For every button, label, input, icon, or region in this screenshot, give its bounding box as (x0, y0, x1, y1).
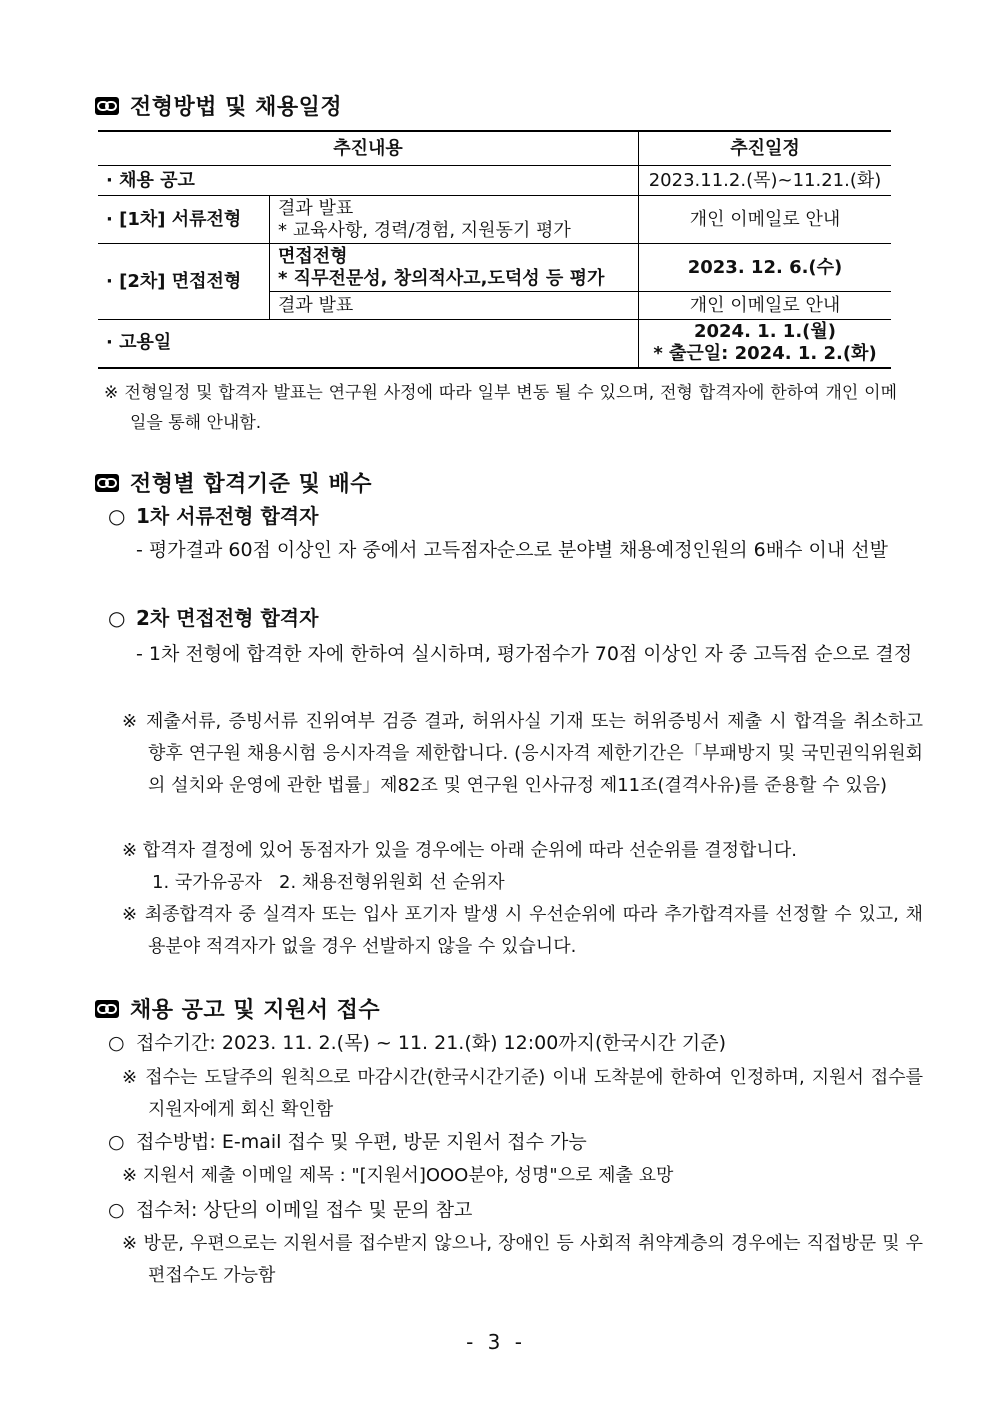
criteria-note-tie: ※ 합격자 결정에 있어 동점자가 있을 경우에는 아래 순위에 따라 선순위를 결정합니다. (122, 840, 797, 861)
section-title-schedule (94, 90, 342, 121)
page-number: - 3 - (466, 1330, 526, 1354)
application-period-text: 접수기간: 2023. 11. 2.(목) ~ 11. 21.(화) 12:00까지(한국시간 기준) (136, 1032, 726, 1054)
row-date (639, 320, 892, 368)
criteria-second-detail: - 1차 전형에 합격한 자에 한하여 실시하며, 평가점수가 70점 이상인 자 중 고득점 순으로 결정 (136, 643, 913, 665)
header-date: 추진일정 (639, 131, 892, 166)
bullet-circle: ○ (108, 504, 126, 528)
row-date: 개인 이메일로 안내 (639, 292, 892, 320)
criteria-second-title (108, 601, 318, 635)
row-item (270, 244, 639, 292)
application-method-note: ※ 지원서 제출 이메일 제목 : "[지원서]OOO분야, 성명"으로 제출 요망 (122, 1165, 674, 1186)
criteria-note-additional: ※ 최종합격자 중 실격자 또는 입사 포기자 발생 시 우선순위에 따라 추가합격자를 선정할 수 있고, 채용분야 적격자가 없을 경우 선발하지 않을 수 있습니다. (122, 904, 923, 957)
row-date-line: * 출근일: 2024. 1. 2.(화) (653, 343, 877, 365)
link-icon (94, 473, 120, 493)
table-row (98, 320, 891, 368)
bullet-circle: ○ (108, 606, 126, 630)
application-place-note: ※ 방문, 우편으로는 지원서를 접수받지 않으나, 장애인 등 사회적 취약계층의 경우에는 직접방문 및 우편접수도 가능함 (122, 1233, 923, 1286)
criteria-first-detail: - 평가결과 60점 이상인 자 중에서 고득점자순으로 분야별 채용예정인원의 6배수 이내 선발 (136, 539, 888, 561)
section-title-criteria (94, 467, 372, 498)
criteria-first-title-text: 1차 서류전형 합격자 (136, 504, 319, 528)
bullet-circle: ○ (108, 1032, 125, 1054)
note-text: ※ 전형일정 및 합격자 발표는 연구원 사정에 따라 일부 변동 될 수 있으며, 전형 합격자에 한하여 개인 이메일을 통해 안내함. (104, 383, 897, 433)
row-label: · 채용 공고 (98, 166, 639, 196)
application-place-text: 접수처: 상단의 이메일 접수 및 문의 참고 (136, 1199, 473, 1221)
row-date: 개인 이메일로 안내 (639, 196, 892, 244)
schedule-table (98, 130, 891, 369)
section-title-text: 전형별 합격기준 및 배수 (130, 472, 372, 497)
application-period-note: ※ 접수는 도달주의 원칙으로 마감시간(한국시간기준) 이내 도착분에 한하여 인정하며, 지원서 접수를 지원자에게 회신 확인함 (122, 1067, 923, 1120)
section-title-text: 전형방법 및 채용일정 (130, 95, 343, 120)
table-row (98, 166, 891, 196)
section-title-application (94, 993, 380, 1024)
row-item-line: * 교육사항, 경력/경험, 지원동기 평가 (278, 219, 571, 241)
bullet-circle: ○ (108, 1199, 125, 1221)
table-row (98, 244, 891, 292)
criteria-tie-order: 1. 국가유공자 2. 채용전형위원회 선 순위자 (152, 872, 505, 893)
link-icon (94, 999, 120, 1019)
row-label: · [1차] 서류전형 (98, 196, 270, 244)
row-label: · [2차] 면접전형 (98, 244, 270, 320)
row-date-line: 2024. 1. 1.(월) (693, 321, 837, 343)
link-icon (94, 96, 120, 116)
schedule-note (104, 378, 897, 438)
row-date: 2023. 12. 6.(수) (639, 244, 892, 292)
application-method (108, 1125, 587, 1159)
row-item-line: 결과 발표 (278, 197, 354, 219)
row-item (270, 196, 639, 244)
row-item-line: * 직무전문성, 창의적사고,도덕성 등 평가 (278, 267, 605, 289)
application-method-text: 접수방법: E-mail 접수 및 우편, 방문 지원서 접수 가능 (136, 1131, 587, 1153)
criteria-first-title (108, 499, 318, 533)
row-date: 2023.11.2.(목)~11.21.(화) (639, 166, 892, 196)
application-period (108, 1026, 726, 1060)
application-place (108, 1193, 472, 1227)
row-item: 결과 발표 (270, 292, 639, 320)
row-label: · 고용일 (98, 320, 639, 368)
table-row (98, 196, 891, 244)
criteria-note-verification: ※ 제출서류, 증빙서류 진위여부 검증 결과, 허위사실 기재 또는 허위증빙서 제출 시 합격을 취소하고 향후 연구원 채용시험 응시자격을 제한합니다. (응시자격 제한기간은「부패방지 및 국민권익위원회의 설치와 운영에 관한 법률」제82조 및 연구원 인사규정 제11조(결격사유)를 준용할 수 있음) (122, 711, 923, 796)
table-header-row (98, 131, 891, 166)
bullet-circle: ○ (108, 1131, 125, 1153)
header-content: 추진내용 (98, 131, 639, 166)
section-title-text: 채용 공고 및 지원서 접수 (130, 998, 381, 1023)
criteria-second-title-text: 2차 면접전형 합격자 (136, 606, 319, 630)
row-item-line: 면접전형 (278, 245, 348, 267)
